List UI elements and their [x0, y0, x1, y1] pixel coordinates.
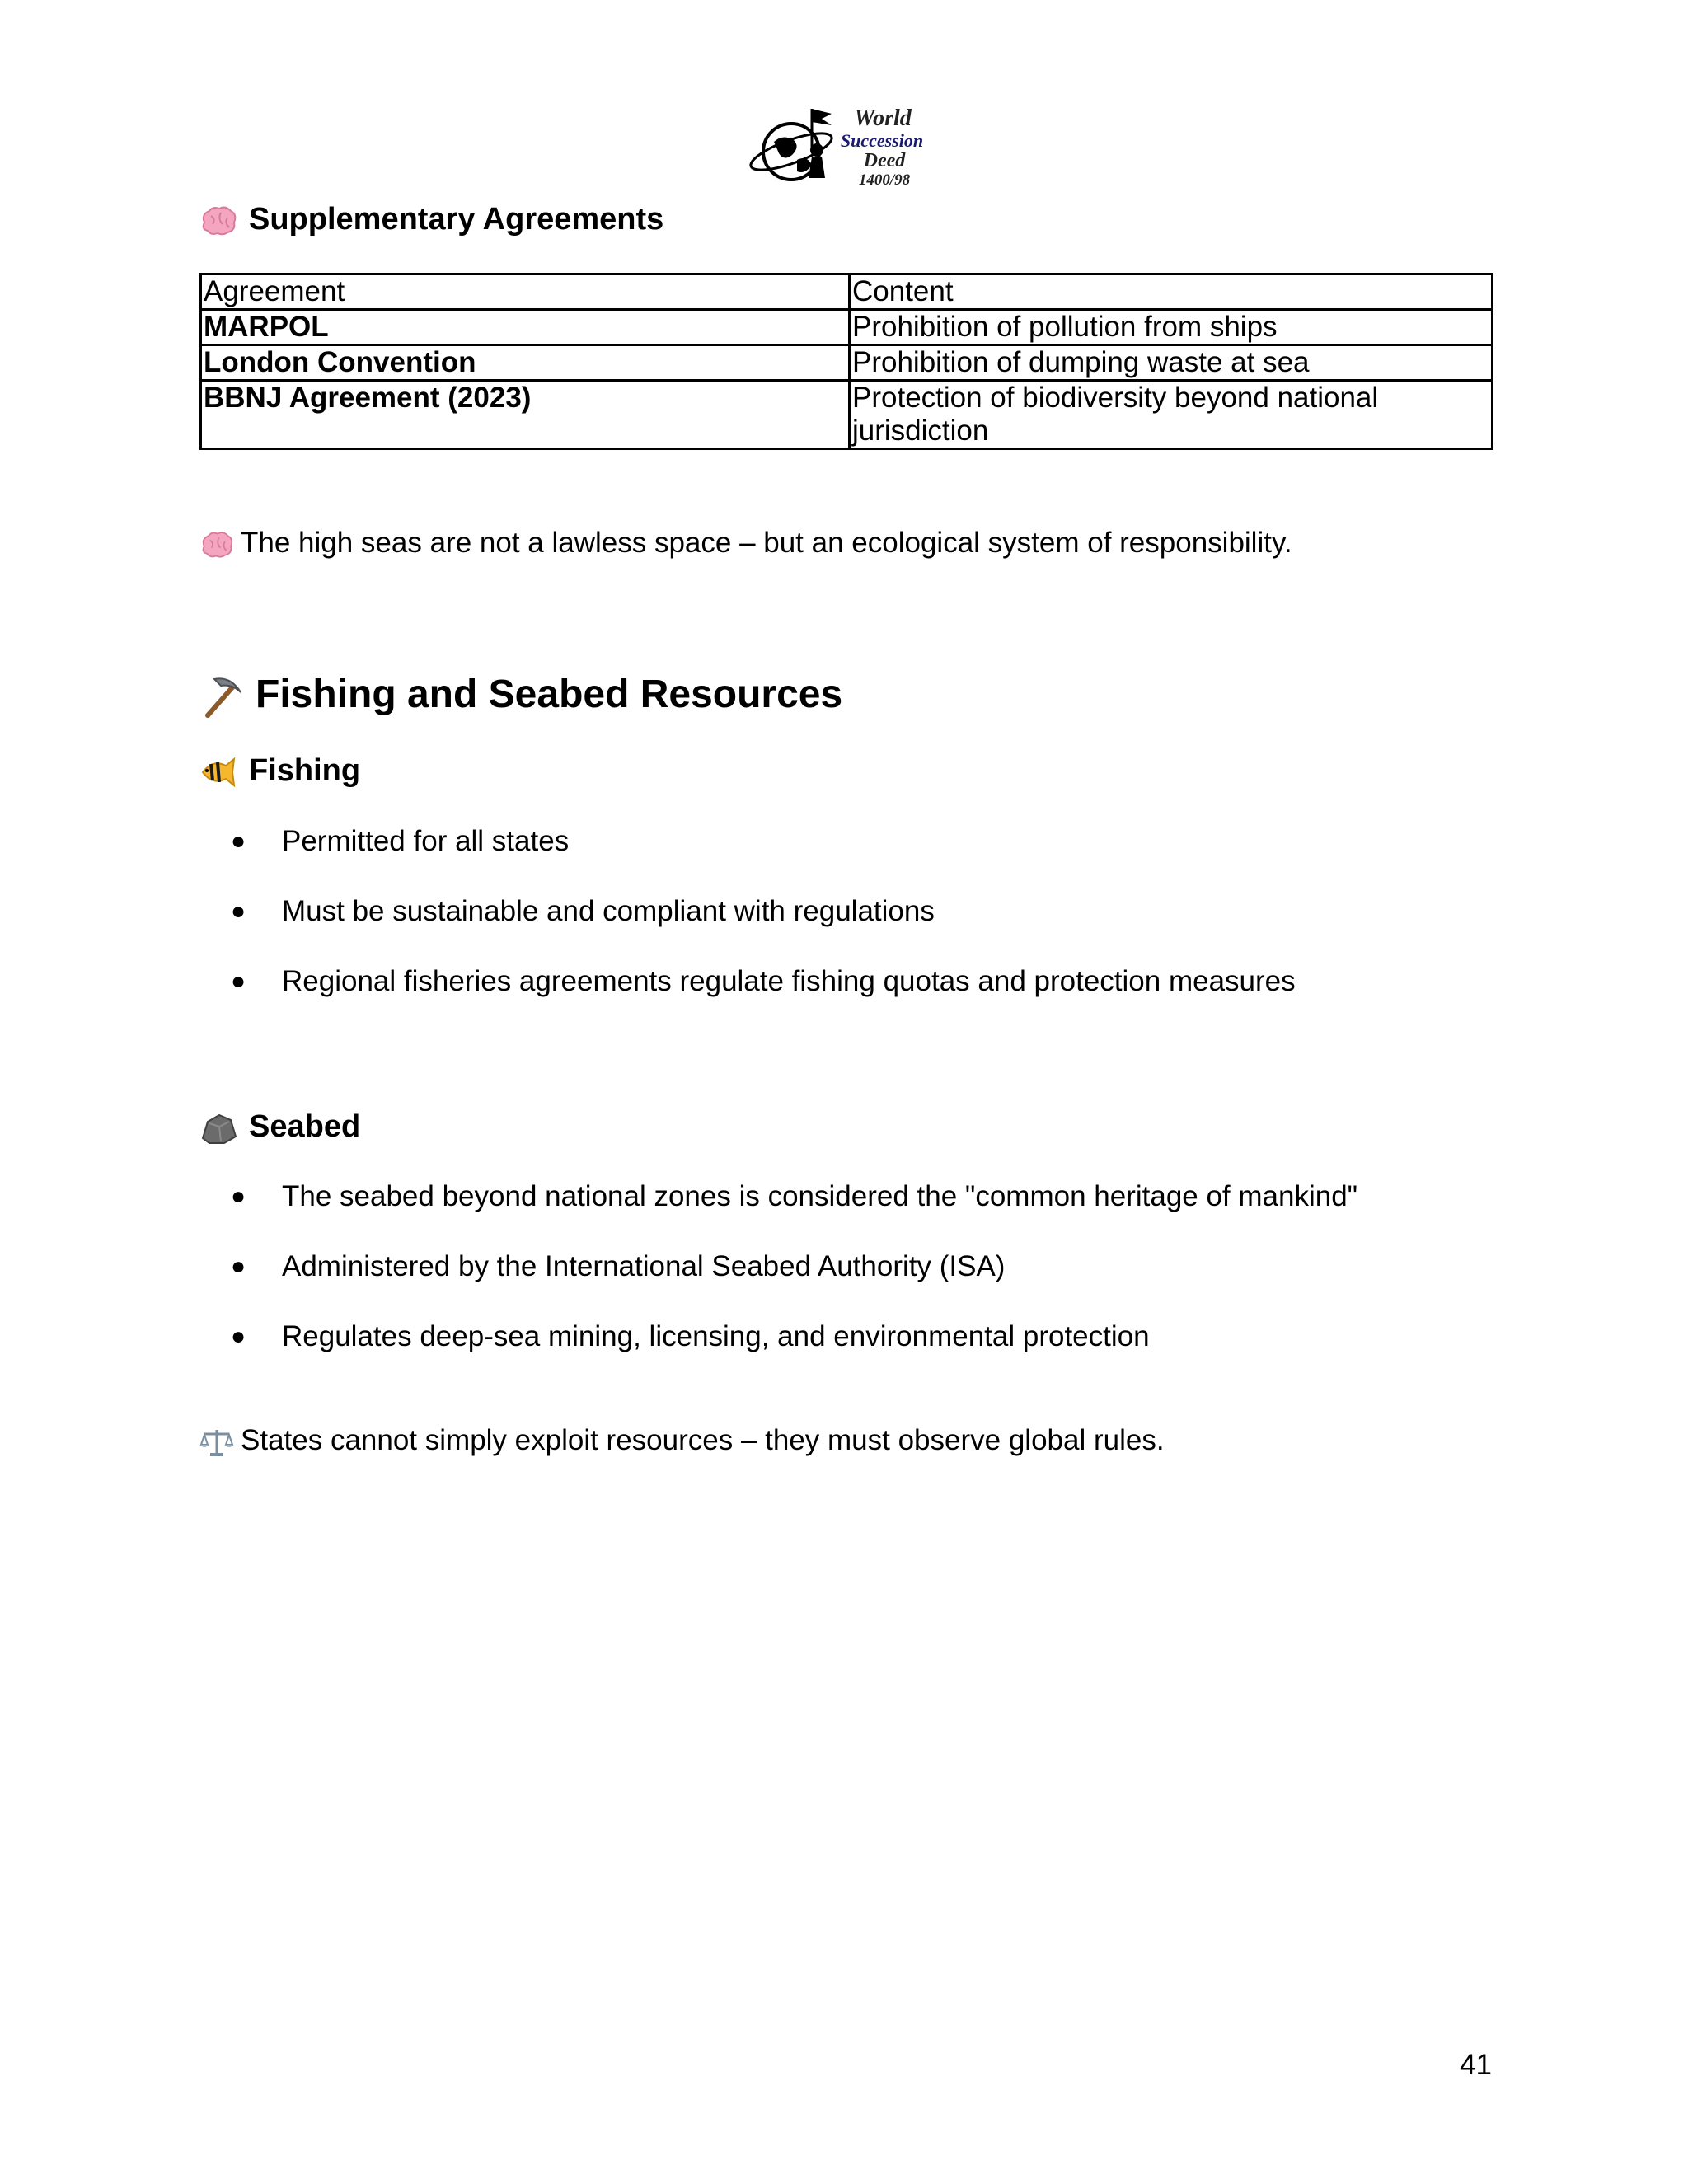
table-header-agreement: Agreement	[201, 274, 850, 310]
table-cell-agreement: London Convention	[201, 345, 850, 381]
seabed-title: Seabed	[249, 1109, 361, 1144]
balance-scale-icon	[199, 1427, 234, 1458]
list-item-text: Administered by the International Seabed Authority (ISA)	[282, 1250, 1006, 1282]
fishing-seabed-resources-title: Fishing and Seabed Resources	[256, 673, 843, 716]
table-row	[201, 345, 1493, 381]
list-item	[199, 963, 1296, 1033]
list-item-text: Regional fisheries agreements regulate fishing quotas and protection measures	[282, 965, 1296, 997]
seabed-list	[199, 1179, 1357, 1389]
list-item	[199, 1319, 1357, 1389]
list-item-text: The seabed beyond national zones is considered the "common heritage of mankind"	[282, 1180, 1358, 1212]
tropical-fish-icon	[199, 756, 237, 789]
table-header-content: Content	[850, 274, 1493, 310]
bullet-dot: ●	[231, 827, 246, 855]
states-note-text: States cannot simply exploit resources – they must observe global rules.	[241, 1424, 1165, 1456]
table-cell-content: Prohibition of dumping waste at sea	[850, 345, 1493, 381]
table-header-row	[201, 274, 1493, 310]
list-item	[199, 893, 1296, 963]
high-seas-note-text: The high seas are not a lawless space – but an ecological system of responsibility.	[241, 527, 1292, 559]
logo-line-number: 1400/98	[858, 171, 911, 189]
table-row	[201, 381, 1493, 449]
table-row	[201, 310, 1493, 345]
fishing-list	[199, 823, 1296, 1033]
logo-line-succession: Succession	[840, 130, 924, 151]
globe-flag-logo-icon	[746, 101, 931, 191]
table-cell-content: Protection of biodiversity beyond national jurisdiction	[850, 381, 1493, 449]
logo-line-world: World	[854, 105, 912, 131]
bullet-dot: ●	[231, 1323, 246, 1350]
brain-icon	[199, 204, 237, 237]
pick-icon	[199, 674, 244, 719]
rock-icon	[199, 1112, 237, 1145]
bullet-dot: ●	[231, 898, 246, 925]
list-item-text: Permitted for all states	[282, 825, 570, 857]
list-item	[199, 1249, 1357, 1319]
high-seas-note	[199, 525, 1292, 561]
table-cell-content: Prohibition of pollution from ships	[850, 310, 1493, 345]
supplementary-agreements-title: Supplementary Agreements	[249, 202, 664, 237]
supplementary-agreements-heading	[199, 200, 663, 238]
table-cell-agreement: BBNJ Agreement (2023)	[201, 381, 850, 449]
bullet-dot: ●	[231, 1253, 246, 1280]
table-cell-agreement: MARPOL	[201, 310, 850, 345]
brain-icon	[199, 530, 234, 560]
list-item-text: Must be sustainable and compliant with regulations	[282, 895, 935, 927]
page-number: 41	[1460, 2049, 1492, 2081]
bullet-dot: ●	[231, 1183, 246, 1210]
world-succession-deed-logo	[746, 101, 931, 191]
fishing-title: Fishing	[249, 753, 361, 788]
list-item-text: Regulates deep-sea mining, licensing, and environmental protection	[282, 1320, 1150, 1352]
fishing-seabed-resources-heading	[199, 672, 842, 719]
logo-line-deed: Deed	[863, 150, 906, 171]
bullet-dot: ●	[231, 968, 246, 995]
fishing-heading	[199, 752, 360, 790]
list-item	[199, 823, 1296, 893]
states-note	[199, 1422, 1165, 1459]
seabed-heading	[199, 1108, 360, 1146]
agreements-table	[199, 273, 1493, 450]
list-item	[199, 1179, 1357, 1249]
